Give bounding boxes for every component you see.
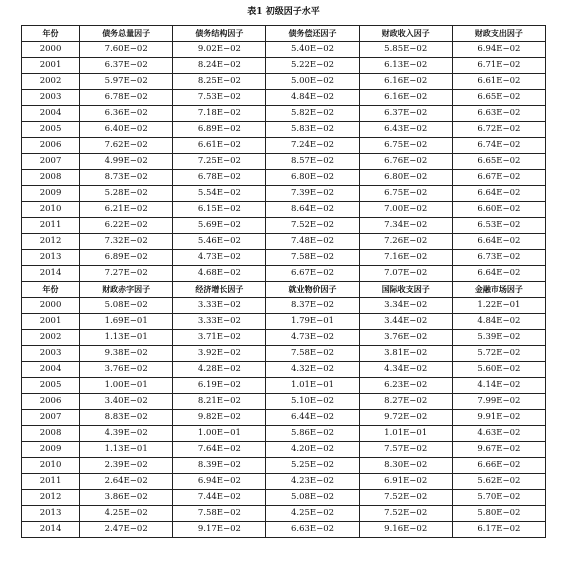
table-row: [22, 138, 546, 154]
year-cell: 2001: [22, 314, 80, 330]
value-cell: 4.68E−02: [173, 266, 266, 282]
value-cell: 5.39E−02: [452, 330, 545, 346]
value-cell: 8.24E−02: [173, 58, 266, 74]
year-cell: 2006: [22, 138, 80, 154]
year-cell: 2013: [22, 250, 80, 266]
value-cell: 5.54E−02: [173, 186, 266, 202]
value-cell: 8.21E−02: [173, 394, 266, 410]
table-row: [22, 74, 546, 90]
value-cell: 6.67E−02: [266, 266, 359, 282]
value-cell: 1.69E−01: [80, 314, 173, 330]
value-cell: 4.73E−02: [173, 250, 266, 266]
table-row: [22, 234, 546, 250]
year-cell: 2009: [22, 186, 80, 202]
value-cell: 7.00E−02: [359, 202, 452, 218]
value-cell: 9.38E−02: [80, 346, 173, 362]
value-cell: 6.19E−02: [173, 378, 266, 394]
header-cell-year: 年份: [22, 26, 80, 42]
value-cell: 6.61E−02: [452, 74, 545, 90]
year-cell: 2003: [22, 346, 80, 362]
value-cell: 3.33E−02: [173, 298, 266, 314]
value-cell: 7.39E−02: [266, 186, 359, 202]
value-cell: 4.63E−02: [452, 426, 545, 442]
value-cell: 7.34E−02: [359, 218, 452, 234]
year-cell: 2014: [22, 266, 80, 282]
value-cell: 5.97E−02: [80, 74, 173, 90]
table-row: [22, 442, 546, 458]
table-row: [22, 186, 546, 202]
value-cell: 4.25E−02: [80, 506, 173, 522]
value-cell: 3.76E−02: [359, 330, 452, 346]
value-cell: 6.63E−02: [452, 106, 545, 122]
value-cell: 6.94E−02: [173, 474, 266, 490]
value-cell: 6.94E−02: [452, 42, 545, 58]
year-cell: 2002: [22, 330, 80, 346]
value-cell: 8.27E−02: [359, 394, 452, 410]
value-cell: 6.44E−02: [266, 410, 359, 426]
value-cell: 9.02E−02: [173, 42, 266, 58]
value-cell: 5.25E−02: [266, 458, 359, 474]
value-cell: 7.25E−02: [173, 154, 266, 170]
value-cell: 6.80E−02: [359, 170, 452, 186]
table-row: [22, 330, 546, 346]
value-cell: 5.86E−02: [266, 426, 359, 442]
year-cell: 2005: [22, 122, 80, 138]
value-cell: 6.16E−02: [359, 74, 452, 90]
value-cell: 7.53E−02: [173, 90, 266, 106]
table-row: [22, 314, 546, 330]
value-cell: 6.67E−02: [452, 170, 545, 186]
value-cell: 6.40E−02: [80, 122, 173, 138]
value-cell: 6.64E−02: [452, 186, 545, 202]
value-cell: 7.57E−02: [359, 442, 452, 458]
value-cell: 5.22E−02: [266, 58, 359, 74]
value-cell: 6.65E−02: [452, 154, 545, 170]
value-cell: 1.01E−01: [266, 378, 359, 394]
value-cell: 1.00E−01: [80, 378, 173, 394]
year-cell: 2007: [22, 410, 80, 426]
year-cell: 2011: [22, 474, 80, 490]
year-cell: 2004: [22, 362, 80, 378]
year-cell: 2012: [22, 234, 80, 250]
value-cell: 4.34E−02: [359, 362, 452, 378]
header-row: [22, 282, 546, 298]
header-cell-factor: 债务偿还因子: [266, 26, 359, 42]
value-cell: 9.82E−02: [173, 410, 266, 426]
value-cell: 9.17E−02: [173, 522, 266, 538]
value-cell: 4.84E−02: [266, 90, 359, 106]
table-row: [22, 122, 546, 138]
value-cell: 9.91E−02: [452, 410, 545, 426]
year-cell: 2014: [22, 522, 80, 538]
table-caption: 表1 初级因子水平: [247, 7, 320, 17]
value-cell: 4.23E−02: [266, 474, 359, 490]
value-cell: 7.58E−02: [266, 346, 359, 362]
value-cell: 5.60E−02: [452, 362, 545, 378]
header-cell-factor: 财政支出因子: [452, 26, 545, 42]
table-row: [22, 522, 546, 538]
value-cell: 4.73E−02: [266, 330, 359, 346]
table-row: [22, 250, 546, 266]
value-cell: 6.75E−02: [359, 186, 452, 202]
value-cell: 8.57E−02: [266, 154, 359, 170]
value-cell: 1.00E−01: [173, 426, 266, 442]
value-cell: 7.48E−02: [266, 234, 359, 250]
value-cell: 5.85E−02: [359, 42, 452, 58]
value-cell: 6.63E−02: [266, 522, 359, 538]
value-cell: 8.37E−02: [266, 298, 359, 314]
header-cell-factor: 债务总量因子: [80, 26, 173, 42]
value-cell: 7.52E−02: [359, 490, 452, 506]
header-cell-factor: 金融市场因子: [452, 282, 545, 298]
year-cell: 2005: [22, 378, 80, 394]
value-cell: 5.72E−02: [452, 346, 545, 362]
value-cell: 2.39E−02: [80, 458, 173, 474]
year-cell: 2001: [22, 58, 80, 74]
value-cell: 2.64E−02: [80, 474, 173, 490]
year-cell: 2009: [22, 442, 80, 458]
table-row: [22, 58, 546, 74]
value-cell: 7.24E−02: [266, 138, 359, 154]
table-row: [22, 426, 546, 442]
table-row: [22, 42, 546, 58]
value-cell: 8.39E−02: [173, 458, 266, 474]
value-cell: 7.52E−02: [359, 506, 452, 522]
factor-level-table: [21, 25, 546, 538]
header-cell-factor: 财政赤字因子: [80, 282, 173, 298]
value-cell: 5.08E−02: [266, 490, 359, 506]
value-cell: 3.40E−02: [80, 394, 173, 410]
value-cell: 6.22E−02: [80, 218, 173, 234]
value-cell: 8.83E−02: [80, 410, 173, 426]
value-cell: 6.23E−02: [359, 378, 452, 394]
value-cell: 7.07E−02: [359, 266, 452, 282]
header-cell-factor: 经济增长因子: [173, 282, 266, 298]
value-cell: 4.32E−02: [266, 362, 359, 378]
value-cell: 6.78E−02: [80, 90, 173, 106]
value-cell: 3.86E−02: [80, 490, 173, 506]
value-cell: 8.73E−02: [80, 170, 173, 186]
table-row: [22, 506, 546, 522]
value-cell: 1.13E−01: [80, 442, 173, 458]
value-cell: 6.72E−02: [452, 122, 545, 138]
table-row: [22, 106, 546, 122]
value-cell: 4.84E−02: [452, 314, 545, 330]
value-cell: 8.25E−02: [173, 74, 266, 90]
value-cell: 6.16E−02: [359, 90, 452, 106]
value-cell: 3.76E−02: [80, 362, 173, 378]
value-cell: 4.25E−02: [266, 506, 359, 522]
table-row: [22, 202, 546, 218]
table-row: [22, 90, 546, 106]
year-cell: 2008: [22, 170, 80, 186]
value-cell: 5.83E−02: [266, 122, 359, 138]
year-cell: 2012: [22, 490, 80, 506]
value-cell: 4.20E−02: [266, 442, 359, 458]
year-cell: 2006: [22, 394, 80, 410]
value-cell: 4.14E−02: [452, 378, 545, 394]
value-cell: 7.32E−02: [80, 234, 173, 250]
value-cell: 8.30E−02: [359, 458, 452, 474]
value-cell: 6.91E−02: [359, 474, 452, 490]
value-cell: 5.62E−02: [452, 474, 545, 490]
value-cell: 7.58E−02: [173, 506, 266, 522]
value-cell: 6.89E−02: [80, 250, 173, 266]
value-cell: 9.67E−02: [452, 442, 545, 458]
value-cell: 7.64E−02: [173, 442, 266, 458]
year-cell: 2013: [22, 506, 80, 522]
year-cell: 2004: [22, 106, 80, 122]
table-body: [22, 26, 546, 538]
value-cell: 6.74E−02: [452, 138, 545, 154]
value-cell: 7.60E−02: [80, 42, 173, 58]
year-cell: 2000: [22, 298, 80, 314]
table-row: [22, 458, 546, 474]
table-row: [22, 170, 546, 186]
value-cell: 5.28E−02: [80, 186, 173, 202]
value-cell: 5.40E−02: [266, 42, 359, 58]
value-cell: 5.10E−02: [266, 394, 359, 410]
header-cell-factor: 财政收入因子: [359, 26, 452, 42]
value-cell: 5.82E−02: [266, 106, 359, 122]
year-cell: 2002: [22, 74, 80, 90]
value-cell: 6.65E−02: [452, 90, 545, 106]
table-row: [22, 394, 546, 410]
value-cell: 9.16E−02: [359, 522, 452, 538]
table-row: [22, 410, 546, 426]
value-cell: 7.52E−02: [266, 218, 359, 234]
table-row: [22, 474, 546, 490]
value-cell: 4.28E−02: [173, 362, 266, 378]
value-cell: 6.13E−02: [359, 58, 452, 74]
table-row: [22, 266, 546, 282]
year-cell: 2011: [22, 218, 80, 234]
value-cell: 6.37E−02: [80, 58, 173, 74]
value-cell: 5.70E−02: [452, 490, 545, 506]
value-cell: 3.34E−02: [359, 298, 452, 314]
value-cell: 6.75E−02: [359, 138, 452, 154]
year-cell: 2010: [22, 458, 80, 474]
value-cell: 9.72E−02: [359, 410, 452, 426]
value-cell: 6.36E−02: [80, 106, 173, 122]
value-cell: 6.71E−02: [452, 58, 545, 74]
value-cell: 6.61E−02: [173, 138, 266, 154]
value-cell: 6.15E−02: [173, 202, 266, 218]
value-cell: 7.99E−02: [452, 394, 545, 410]
value-cell: 5.69E−02: [173, 218, 266, 234]
value-cell: 6.66E−02: [452, 458, 545, 474]
value-cell: 6.64E−02: [452, 266, 545, 282]
value-cell: 5.80E−02: [452, 506, 545, 522]
value-cell: 6.78E−02: [173, 170, 266, 186]
value-cell: 8.64E−02: [266, 202, 359, 218]
value-cell: 5.08E−02: [80, 298, 173, 314]
value-cell: 6.43E−02: [359, 122, 452, 138]
value-cell: 4.99E−02: [80, 154, 173, 170]
value-cell: 6.60E−02: [452, 202, 545, 218]
value-cell: 6.80E−02: [266, 170, 359, 186]
year-cell: 2000: [22, 42, 80, 58]
value-cell: 3.44E−02: [359, 314, 452, 330]
value-cell: 4.39E−02: [80, 426, 173, 442]
value-cell: 2.47E−02: [80, 522, 173, 538]
value-cell: 7.26E−02: [359, 234, 452, 250]
year-cell: 2008: [22, 426, 80, 442]
table-row: [22, 378, 546, 394]
year-cell: 2010: [22, 202, 80, 218]
value-cell: 1.22E−01: [452, 298, 545, 314]
value-cell: 7.62E−02: [80, 138, 173, 154]
header-row: [22, 26, 546, 42]
value-cell: 6.64E−02: [452, 234, 545, 250]
header-cell-factor: 债务结构因子: [173, 26, 266, 42]
value-cell: 7.27E−02: [80, 266, 173, 282]
table-row: [22, 346, 546, 362]
value-cell: 3.33E−02: [173, 314, 266, 330]
value-cell: 6.17E−02: [452, 522, 545, 538]
value-cell: 3.81E−02: [359, 346, 452, 362]
value-cell: 6.73E−02: [452, 250, 545, 266]
value-cell: 7.58E−02: [266, 250, 359, 266]
year-cell: 2007: [22, 154, 80, 170]
header-cell-factor: 国际收支因子: [359, 282, 452, 298]
table-row: [22, 362, 546, 378]
value-cell: 3.71E−02: [173, 330, 266, 346]
table-row: [22, 218, 546, 234]
value-cell: 5.00E−02: [266, 74, 359, 90]
value-cell: 6.37E−02: [359, 106, 452, 122]
value-cell: 7.18E−02: [173, 106, 266, 122]
value-cell: 6.76E−02: [359, 154, 452, 170]
value-cell: 1.01E−01: [359, 426, 452, 442]
value-cell: 6.89E−02: [173, 122, 266, 138]
value-cell: 7.16E−02: [359, 250, 452, 266]
value-cell: 1.13E−01: [80, 330, 173, 346]
value-cell: 5.46E−02: [173, 234, 266, 250]
value-cell: 3.92E−02: [173, 346, 266, 362]
table-row: [22, 154, 546, 170]
table-row: [22, 298, 546, 314]
header-cell-year: 年份: [22, 282, 80, 298]
value-cell: 6.21E−02: [80, 202, 173, 218]
value-cell: 7.44E−02: [173, 490, 266, 506]
value-cell: 1.79E−01: [266, 314, 359, 330]
year-cell: 2003: [22, 90, 80, 106]
table-row: [22, 490, 546, 506]
value-cell: 6.53E−02: [452, 218, 545, 234]
header-cell-factor: 就业物价因子: [266, 282, 359, 298]
